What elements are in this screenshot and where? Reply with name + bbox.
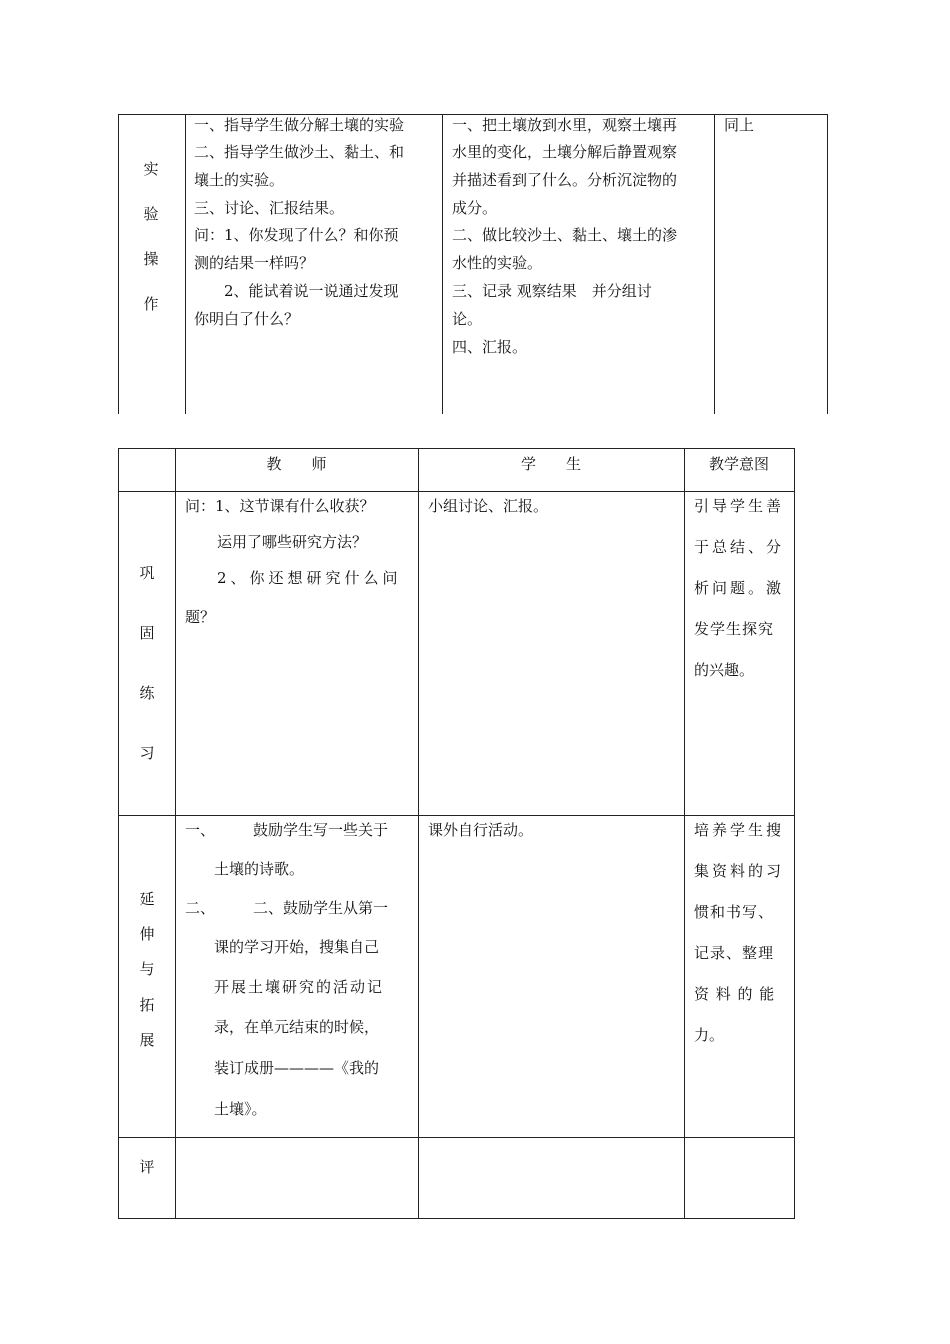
- table-1-col-border: [714, 114, 715, 414]
- teacher-line: 开展土壤研究的活动记: [214, 978, 385, 996]
- student-line: 论。: [452, 310, 483, 328]
- section-label-char: 操: [143, 250, 159, 268]
- teacher-line: 壤土的实验。: [194, 171, 285, 189]
- list-marker: 一、: [185, 821, 216, 839]
- teacher-line: 鼓励学生写一些关于: [253, 821, 389, 839]
- header-intent: 教学意图: [708, 455, 769, 473]
- teacher-line: 三、讨论、汇报结果。: [194, 199, 345, 217]
- row-label-char: 评: [139, 1158, 155, 1176]
- teacher-line: 问：1、这节课有什么收获？: [185, 497, 375, 515]
- section-label-char: 实: [143, 160, 159, 178]
- table-2-row-border: [118, 1137, 795, 1138]
- teacher-line: 你明白了什么？: [194, 310, 300, 328]
- row-label-char: 习: [139, 744, 155, 762]
- teacher-line: 2、能试着说一说通过发现: [224, 282, 399, 300]
- table-2-bottom-border: [118, 1218, 795, 1219]
- teacher-line: 土壤的诗歌。: [214, 860, 305, 878]
- intent-line: 惯和书写、: [694, 903, 775, 921]
- table-2-col-border: [118, 448, 119, 1219]
- teacher-line: 测的结果一样吗？: [194, 254, 315, 272]
- row-label-char: 与: [139, 960, 155, 978]
- student-line: 水性的实验。: [452, 254, 543, 272]
- intent-line: 记录、整理: [694, 944, 775, 962]
- intent-text: 同上: [724, 116, 755, 134]
- row-label-char: 展: [139, 1031, 155, 1049]
- table-2-row-border: [118, 491, 795, 492]
- teacher-line: 问：1、你发现了什么？和你预: [194, 226, 399, 244]
- teacher-line: 运用了哪些研究方法？: [217, 533, 368, 551]
- student-line: 二、做比较沙土、黏土、壤土的渗: [452, 226, 678, 244]
- table-1-col-border: [827, 114, 828, 414]
- table-2-row-border: [118, 815, 795, 816]
- header-teacher: 教 师: [266, 455, 327, 473]
- header-student: 学 生: [520, 455, 581, 473]
- list-marker: 二、: [185, 899, 216, 917]
- teacher-line: 二、鼓励学生从第一: [253, 899, 389, 917]
- intent-line: 集资料的习: [694, 862, 785, 880]
- table-1-col-border: [118, 114, 119, 414]
- student-line: 成分。: [452, 199, 498, 217]
- intent-line: 的兴趣。: [694, 661, 755, 679]
- student-text: 小组讨论、汇报。: [428, 497, 549, 515]
- row-label-char: 巩: [139, 564, 155, 582]
- intent-line: 培养学生搜: [694, 821, 785, 839]
- table-2-col-border: [794, 448, 795, 1219]
- row-label-char: 延: [139, 890, 155, 908]
- teacher-line: 题？: [185, 608, 216, 626]
- row-label-char: 拓: [139, 996, 155, 1014]
- section-label-char: 作: [143, 295, 159, 313]
- section-label-char: 验: [143, 205, 159, 223]
- intent-line: 引导学生善: [694, 497, 785, 515]
- table-1-top-border: [118, 114, 828, 115]
- teacher-line: 课的学习开始，搜集自己: [214, 938, 380, 956]
- intent-line: 析问题。激: [694, 579, 785, 597]
- intent-line: 发学生探究: [694, 620, 775, 638]
- row-label-char: 练: [139, 684, 155, 702]
- row-label-char: 伸: [139, 925, 155, 943]
- teacher-line: 一、指导学生做分解土壤的实验: [194, 116, 405, 134]
- table-2-col-border: [418, 448, 419, 1219]
- table-2-top-border: [118, 448, 795, 449]
- student-line: 并描述看到了什么。分析沉淀物的: [452, 171, 678, 189]
- student-line: 四、汇报。: [452, 338, 528, 356]
- teacher-line: 录，在单元结束的时候，: [214, 1018, 380, 1036]
- teacher-line: 2、你还想研究什么问: [217, 569, 402, 587]
- table-2-col-border: [684, 448, 685, 1219]
- intent-line: 于总结、分: [694, 538, 785, 556]
- table-1-col-border: [442, 114, 443, 414]
- table-1-col-border: [185, 114, 186, 414]
- student-line: 一、把土壤放到水里，观察土壤再: [452, 116, 678, 134]
- intent-line: 资 料 的 能: [694, 985, 776, 1003]
- teacher-line: 二、指导学生做沙土、黏土、和: [194, 143, 405, 161]
- row-label-char: 固: [139, 624, 155, 642]
- student-line: 水里的变化，土壤分解后静置观察: [452, 143, 678, 161]
- student-line: 三、记录 观察结果 并分组讨: [452, 282, 652, 300]
- student-text: 课外自行活动。: [428, 821, 534, 839]
- intent-line: 力。: [694, 1026, 725, 1044]
- teacher-line: 土壤》。: [214, 1100, 267, 1118]
- teacher-line: 装订成册————《我的: [214, 1059, 380, 1077]
- table-2-col-border: [175, 448, 176, 1219]
